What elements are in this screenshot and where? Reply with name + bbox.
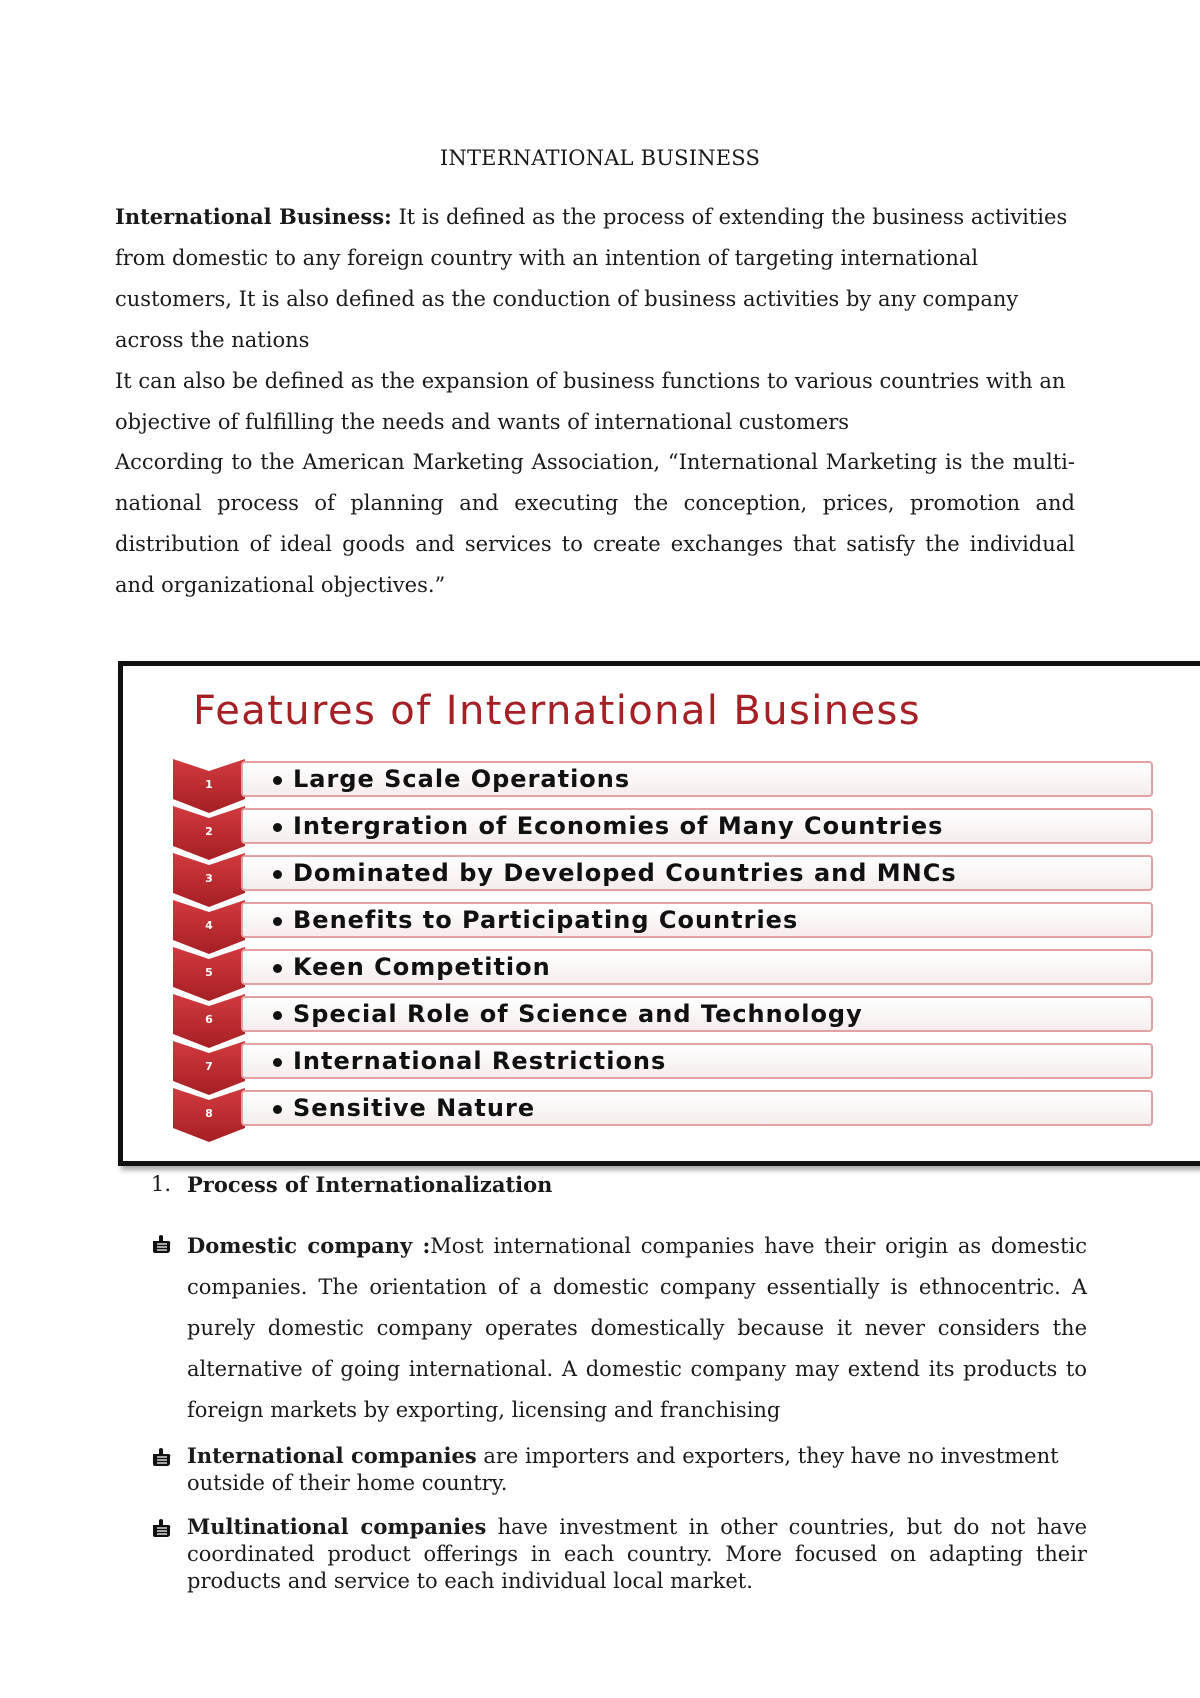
feature-box xyxy=(241,1090,1153,1126)
bullet-description: have investment in other countries, but do not have coordinated product offerings in each country. More focused on adapting their products and service to each individual local market. xyxy=(187,1515,1087,1593)
feature-row xyxy=(173,761,1173,801)
feature-box xyxy=(241,761,1153,797)
bullet-term: Domestic company : xyxy=(187,1233,431,1258)
bullet-text xyxy=(187,1442,1087,1497)
feature-label: Keen Competition xyxy=(293,953,551,981)
bullet-dot-icon xyxy=(273,1105,282,1114)
feature-row xyxy=(173,808,1173,848)
feature-number: 4 xyxy=(205,919,213,932)
feature-label: Intergration of Economies of Many Countries xyxy=(293,812,944,840)
bullet-description: are importers and exporters, they have no investment outside of their home country. xyxy=(187,1444,1059,1495)
bullet-dot-icon xyxy=(273,1011,282,1020)
intro-paragraph xyxy=(115,196,1075,361)
feature-row xyxy=(173,902,1173,942)
bullet-dot-icon xyxy=(273,964,282,973)
feature-row xyxy=(173,949,1173,989)
bullet-text xyxy=(187,1513,1087,1595)
feature-number: 3 xyxy=(205,872,213,885)
feature-box xyxy=(241,855,1153,891)
bullet-term: International companies xyxy=(187,1443,477,1468)
features-infographic xyxy=(118,661,1200,1166)
feature-number: 2 xyxy=(205,825,213,838)
pointing-hand-icon xyxy=(151,1446,173,1468)
pointing-hand-icon xyxy=(151,1517,173,1539)
feature-number: 8 xyxy=(205,1107,213,1120)
feature-row xyxy=(173,855,1173,895)
feature-number: 5 xyxy=(205,966,213,979)
infographic-title: Features of International Business xyxy=(193,688,921,734)
feature-label: Sensitive Nature xyxy=(293,1094,536,1122)
feature-row xyxy=(173,1043,1173,1083)
bullet-dot-icon xyxy=(273,823,282,832)
feature-box xyxy=(241,996,1153,1032)
bullet-dot-icon xyxy=(273,1058,282,1067)
feature-box xyxy=(241,1043,1153,1079)
feature-label: Dominated by Developed Countries and MNCs xyxy=(293,859,957,887)
bullet-dot-icon xyxy=(273,917,282,926)
feature-number: 7 xyxy=(205,1060,213,1073)
paragraph-2: It can also be defined as the expansion of business functions to various countries with an objective of fulfilling the needs and wants of international customers xyxy=(115,369,1066,434)
feature-row xyxy=(173,996,1173,1036)
pointing-hand-icon xyxy=(151,1233,173,1255)
feature-label: Large Scale Operations xyxy=(293,765,631,793)
feature-label: International Restrictions xyxy=(293,1047,667,1075)
feature-box xyxy=(241,902,1153,938)
feature-label: Special Role of Science and Technology xyxy=(293,1000,863,1028)
page-title: INTERNATIONAL BUSINESS xyxy=(439,146,761,170)
bullet-description: Most international companies have their origin as domestic companies. The orientation of a domestic company essentially is ethnocentric. A purely domestic company operates domestically because it never considers the alternative of going international. A domestic company may extend its products to foreign markets by exporting, licensing and franchising xyxy=(187,1234,1087,1422)
intro-term: International Business: xyxy=(115,204,392,229)
feature-label: Benefits to Participating Countries xyxy=(293,906,799,934)
feature-number: 1 xyxy=(205,778,213,791)
feature-box xyxy=(241,949,1153,985)
bullet-dot-icon xyxy=(273,776,282,785)
paragraph-3: According to the American Marketing Association, “International Marketing is the multi-national process of planning and executing the conception, prices, promotion and distribution of ideal goods and services to create exchanges that satisfy the individual and organizational objectives.” xyxy=(115,450,1075,597)
bullet-dot-icon xyxy=(273,870,282,879)
bullet-text xyxy=(187,1225,1087,1431)
section-number: 1. xyxy=(151,1172,172,1196)
bullet-term: Multinational companies xyxy=(187,1514,487,1539)
feature-number: 6 xyxy=(205,1013,213,1026)
intro-definition: It is defined as the process of extending the business activities from domestic to any foreign country with an intention of targeting international customers, It is also defined as the conduction of business activities by any company across the nations xyxy=(115,205,1068,352)
feature-row xyxy=(173,1090,1173,1130)
section-title: Process of Internationalization xyxy=(187,1172,553,1197)
feature-box xyxy=(241,808,1153,844)
